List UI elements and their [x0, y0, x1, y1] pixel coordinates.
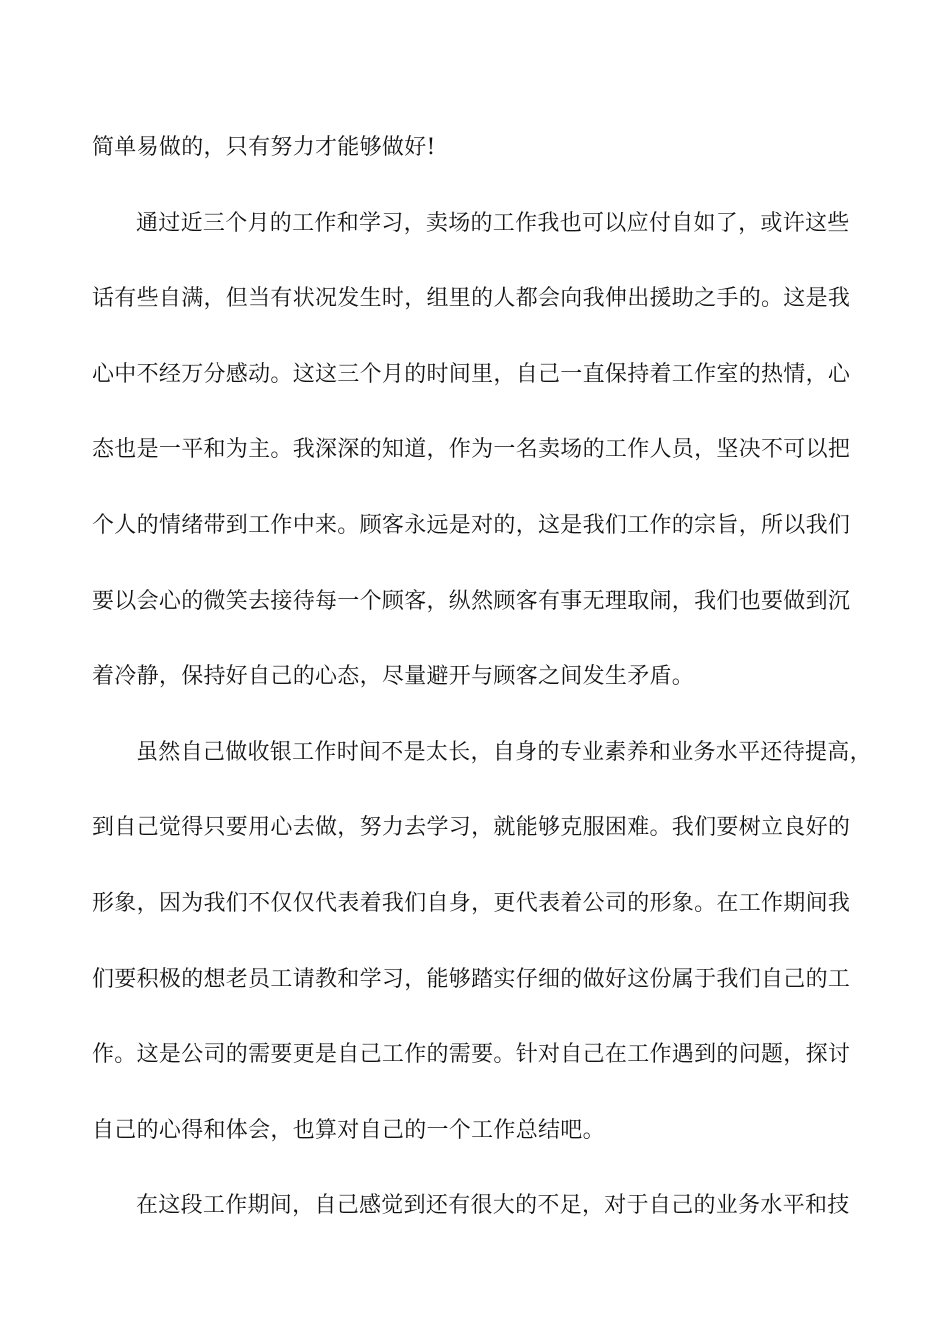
text-line-12: 们要积极的想老员工请教和学习，能够踏实仔细的做好这份属于我们自己的工	[92, 966, 851, 992]
text-line-8: 着冷静，保持好自己的心态，尽量避开与顾客之间发生矛盾。	[92, 664, 695, 690]
text-line-7: 要以会心的微笑去接待每一个顾客，纵然顾客有事无理取闹，我们也要做到沉	[92, 588, 851, 614]
text-line-2: 通过近三个月的工作和学习，卖场的工作我也可以应付自如了，或许这些	[136, 210, 850, 236]
text-line-4: 心中不经万分感动。这这三个月的时间里，自己一直保持着工作室的热情，心	[92, 361, 851, 387]
text-line-5: 态也是一平和为主。我深深的知道，作为一名卖场的工作人员，坚决不可以把	[92, 437, 851, 463]
text-line-6: 个人的情绪带到工作中来。顾客永远是对的，这是我们工作的宗旨，所以我们	[92, 512, 851, 538]
text-line-15: 在这段工作期间，自己感觉到还有很大的不足，对于自己的业务水平和技	[136, 1193, 850, 1219]
text-line-3: 话有些自满，但当有状况发生时，组里的人都会向我伸出援助之手的。这是我	[92, 286, 851, 312]
text-line-14: 自己的心得和体会，也算对自己的一个工作总结吧。	[92, 1117, 605, 1143]
text-line-13: 作。这是公司的需要更是自己工作的需要。针对自己在工作遇到的问题，探讨	[92, 1042, 851, 1068]
text-line-11: 形象，因为我们不仅仅代表着我们自身，更代表着公司的形象。在工作期间我	[92, 890, 851, 916]
text-line-1: 简单易做的，只有努力才能够做好!	[92, 135, 436, 160]
text-line-9: 虽然自己做收银工作时间不是太长，自身的专业素养和业务水平还待提高，	[136, 739, 872, 765]
text-line-10: 到自己觉得只要用心去做，努力去学习，就能够克服困难。我们要树立良好的	[92, 815, 851, 841]
document-body	[92, 129, 872, 1263]
